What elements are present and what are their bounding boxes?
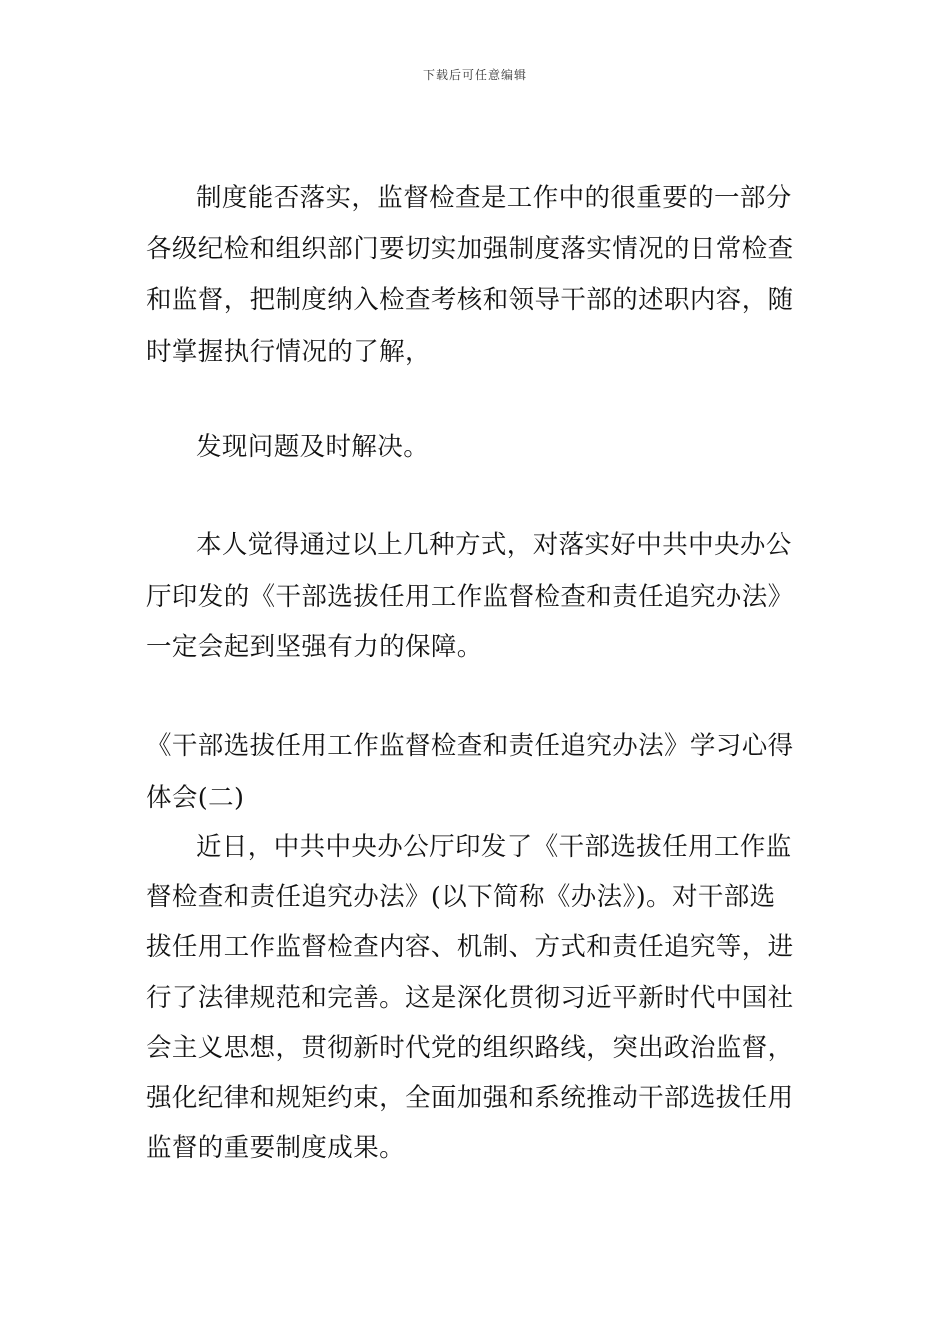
paragraph-line: 制度能否落实，监督检查是工作中的很重要的一部分 [196, 183, 792, 213]
paragraph-line: 行了法律规范和完善。这是深化贯彻习近平新时代中国社 [146, 983, 794, 1013]
section-title-line: 《干部选拔任用工作监督检查和责任追究办法》学习心得 [146, 731, 794, 761]
paragraph-line: 发现问题及时解决。 [196, 432, 430, 462]
paragraph-line: 时掌握执行情况的了解， [146, 337, 431, 367]
paragraph-line: 和监督，把制度纳入检查考核和领导干部的述职内容，随 [146, 285, 794, 315]
paragraph-line: 厅印发的《干部选拔任用工作监督检查和责任追究办法》 [146, 582, 794, 612]
paragraph-line: 各级纪检和组织部门要切实加强制度落实情况的日常检查 [146, 234, 794, 264]
section-title-line: 体会(二) [146, 783, 245, 813]
paragraph-line: 会主义思想，贯彻新时代党的组织路线，突出政治监督， [146, 1033, 794, 1063]
header-note: 下载后可任意编辑 [422, 68, 527, 82]
paragraph-line: 拔任用工作监督检查内容、机制、方式和责任追究等，进 [146, 932, 794, 962]
paragraph-line: 强化纪律和规矩约束，全面加强和系统推动干部选拔任用 [146, 1083, 794, 1113]
paragraph-line: 一定会起到坚强有力的保障。 [146, 632, 483, 662]
paragraph-line: 督检查和责任追究办法》(以下简称《办法》)。对干部选 [146, 882, 776, 912]
paragraph-line: 监督的重要制度成果。 [146, 1133, 406, 1163]
paragraph-line: 本人觉得通过以上几种方式，对落实好中共中央办公 [196, 530, 792, 560]
paragraph-line: 近日，中共中央办公厅印发了《干部选拔任用工作监 [196, 832, 792, 862]
